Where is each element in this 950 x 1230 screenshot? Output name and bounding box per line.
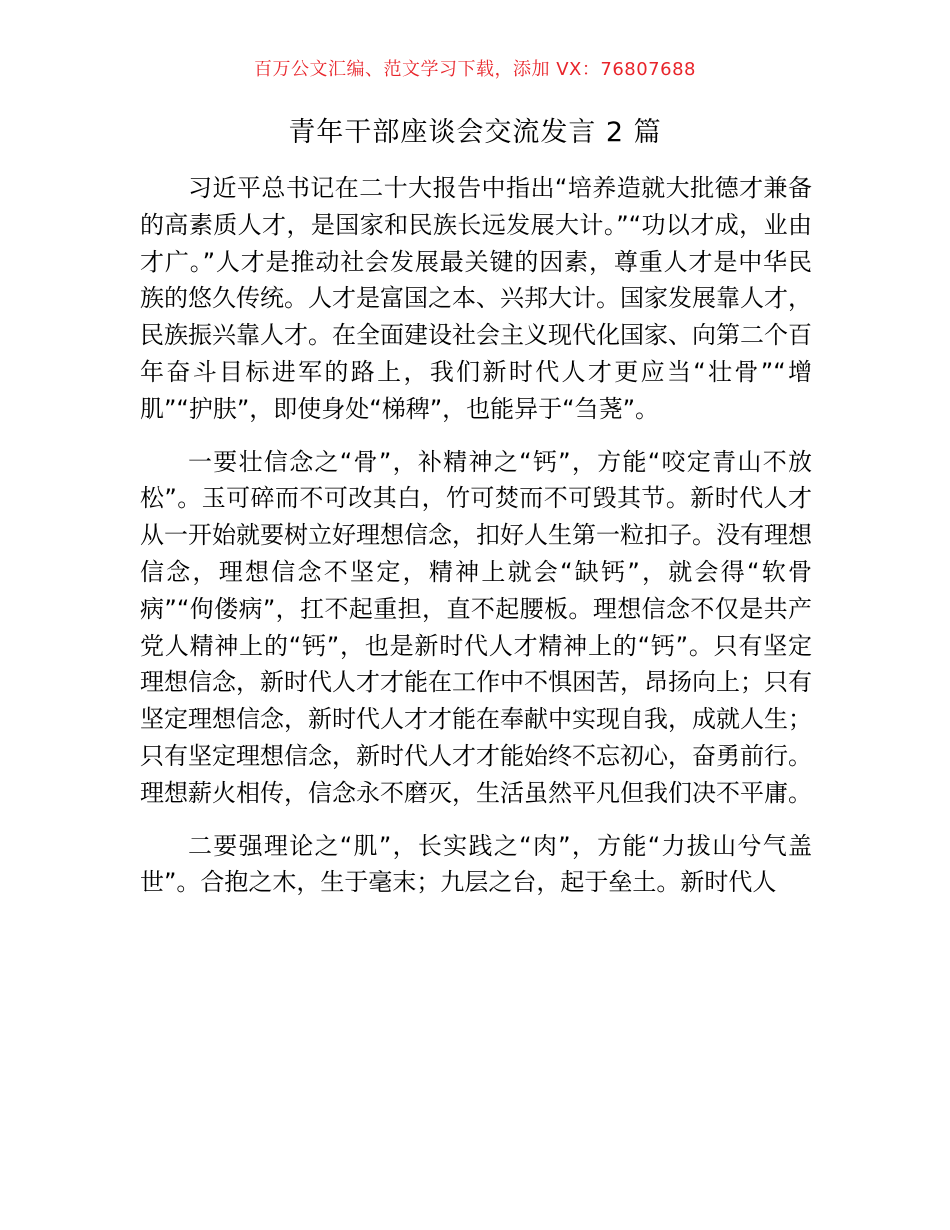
paragraph-3: 二要强理论之“肌”，长实践之“肉”，方能“力拔山兮气盖世”。合抱之木，生于毫末；九层之台，起于垒土。新时代人 — [140, 831, 812, 897]
header-note: 百万公文汇编、范文学习下载，添加 VX：76807688 — [254, 59, 696, 80]
paragraph-1: 习近平总书记在二十大报告中指出“培养造就大批德才兼备的高素质人才，是国家和民族长远发展大计。”“功以才成，业由才广。”人才是推动社会发展最关键的因素，尊重人才是中华民族的悠久传统。人才是富国之本、兴邦大计。国家发展靠人才，民族振兴靠人才。在全面建设社会主义现代化国家、向第二个百年奋斗目标进军的路上，我们新时代人才更应当“壮骨”“增肌”“护肤”，即使身处“梯稗”，也能异于“刍荛”。 — [140, 174, 812, 423]
document-title: 青年干部座谈会交流发言 2 篇 — [288, 117, 662, 148]
paragraph-2: 一要壮信念之“骨”，补精神之“钙”，方能“咬定青山不放松”。玉可碎而不可改其白，竹可焚而不可毁其节。新时代人才从一开始就要树立好理想信念，扣好人生第一粒扣子。没有理想信念，理想信念不坚定，精神上就会“缺钙”，就会得“软骨病”“佝偻病”，扛不起重担，直不起腰板。理想信念不仅是共产党人精神上的“钙”，也是新时代人才精神上的“钙”。只有坚定理想信念，新时代人才才能在工作中不惧困苦，昂扬向上；只有坚定理想信念，新时代人才才能在奉献中实现自我，成就人生；只有坚定理想信念，新时代人才才能始终不忘初心，奋勇前行。理想薪火相传，信念永不磨灭，生活虽然平凡但我们决不平庸。 — [140, 447, 812, 807]
document-body — [140, 170, 812, 917]
